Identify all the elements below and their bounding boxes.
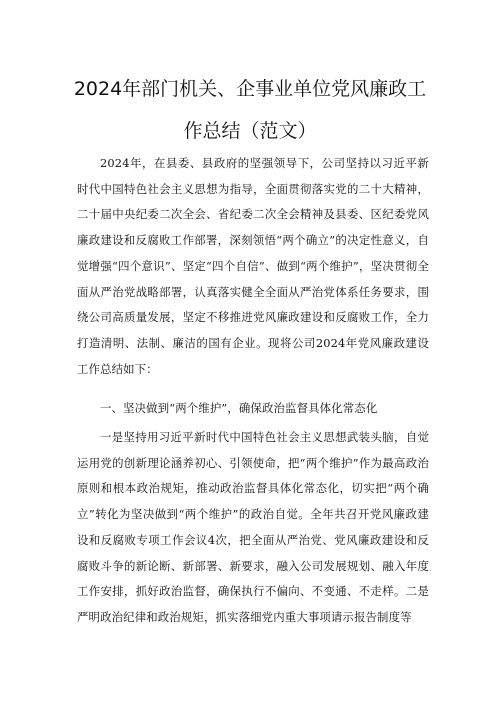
document-title-line-2: 作总结（范文） xyxy=(183,120,317,142)
body-paragraph-1: 一是坚持用习近平新时代中国特色社会主义思想武装头脑，自觉运用党的创新理论涵养初心、引领使命，把“两个维护”作为最高政治原则和根本政治规矩，推动政治监督具体化常态化，切实把“两个确立”转化为坚决做到“两个维护”的政治自觉。全年共召开党风廉政建设和反腐败专项工作会议4次，把全面从严治党、党风廉政建设和反腐败斗争的新论断、新部署、新要求，融入公司发展规划、融入年度工作安排，抓好政治监督，确保执行不偏向、不变通、不走样。二是严明政治纪律和政治规矩，抓实落细党内重大事项请示报告制度等 xyxy=(77,430,429,624)
section-heading-1: 一、坚决做到“两个维护”，确保政治监督具体化常态化 xyxy=(100,401,378,415)
intro-paragraph: 2024年，在县委、县政府的坚强领导下，公司坚持以习近平新时代中国特色社会主义思想为指导，全面贯彻落实党的二十大精神，二十届中央纪委二次全会、省纪委二次全会精神及县委、区纪委党风廉政建设和反腐败工作部署，深刻领悟“两个确立”的决定性意义，自觉增强“四个意识”、坚定“四个自信”、做到“两个维护”，坚决贯彻全面从严治党战略部署，认真落实健全全面从严治党体系任务要求，围绕公司高质量发展，坚定不移推进党风廉政建设和反腐败工作，全力打造清明、法制、廉洁的国有企业。现将公司2024年党风廉政建设工作总结如下： xyxy=(77,156,429,376)
document-title-line-1: 2024年部门机关、企事业单位党风廉政工 xyxy=(73,78,427,100)
